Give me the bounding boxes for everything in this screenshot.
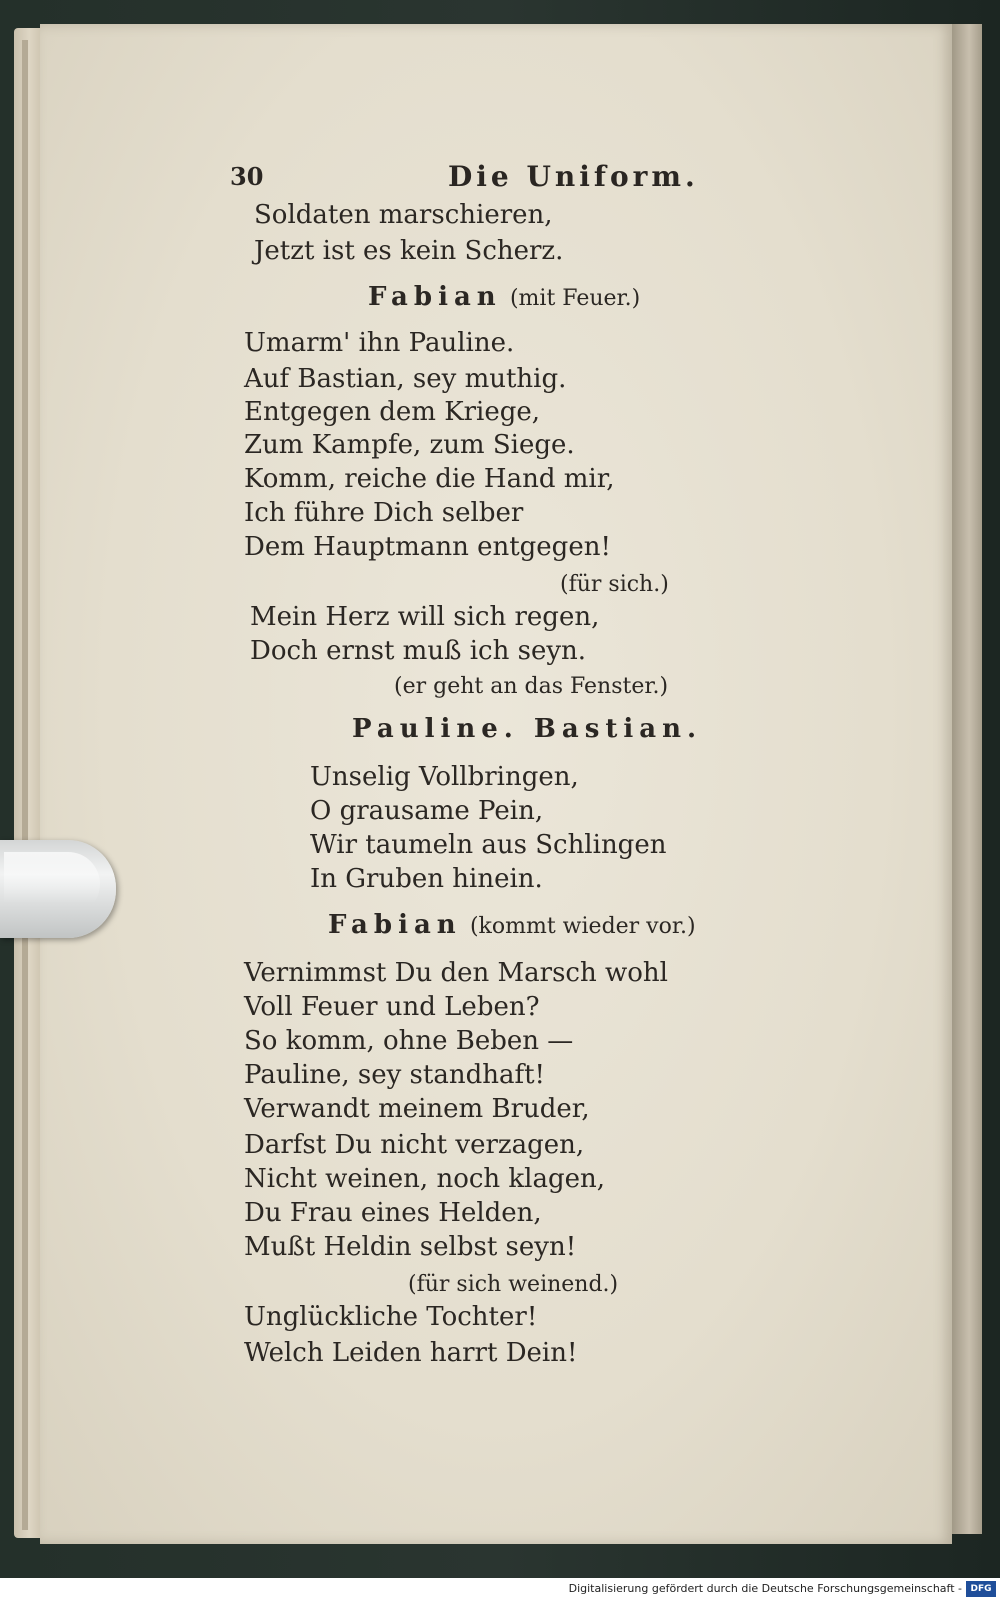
verse-line: In Gruben hinein. — [310, 864, 543, 894]
dfg-logo: DFG — [966, 1581, 996, 1597]
scanner-clip-tab — [0, 840, 116, 938]
verse-line: Unselig Vollbringen, — [310, 762, 579, 792]
speaker-name: Fabian — [368, 282, 502, 312]
verse-line: Doch ernst muß ich seyn. — [250, 636, 587, 666]
verse-line: Vernimmst Du den Marsch wohl — [244, 958, 668, 988]
verse-line: Auf Bastian, sey muthig. — [244, 364, 567, 394]
verse-line: So komm, ohne Beben — — [244, 1026, 574, 1056]
running-title: Die Uniform. — [448, 160, 699, 193]
verse-line: Mein Herz will sich regen, — [250, 602, 600, 632]
verse-line: Unglückliche Tochter! — [244, 1302, 538, 1332]
speaker-heading — [352, 714, 702, 744]
right-page-edge — [950, 24, 982, 1534]
stage-direction: (er geht an das Fenster.) — [394, 674, 669, 699]
verse-line: Zum Kampfe, zum Siege. — [244, 430, 575, 460]
verse-line: Verwandt meinem Bruder, — [244, 1094, 590, 1124]
page-number: 30 — [230, 162, 264, 191]
speaker-name: Pauline. Bastian. — [352, 714, 703, 744]
speaker-heading — [368, 282, 640, 314]
verse-line: Komm, reiche die Hand mir, — [244, 464, 615, 494]
verse-line: Dem Hauptmann entgegen! — [244, 532, 611, 562]
footer-bar — [0, 1578, 1000, 1602]
verse-line: O grausame Pein, — [310, 796, 544, 826]
scanner-clip-highlight — [4, 852, 100, 916]
verse-line: Umarm' ihn Pauline. — [244, 328, 515, 358]
verse-line: Entgegen dem Kriege, — [244, 397, 541, 427]
verse-line: Darfst Du nicht verzagen, — [244, 1130, 585, 1160]
stage-direction: (kommt wieder vor.) — [469, 914, 696, 939]
verse-line: Ich führe Dich selber — [244, 498, 524, 528]
stage-direction: (mit Feuer.) — [509, 286, 641, 311]
page-stack-edge — [22, 40, 28, 1530]
verse-line: Voll Feuer und Leben? — [244, 992, 540, 1022]
footer-credit: Digitalisierung gefördert durch die Deutsche Forschungsgemeinschaft - — [568, 1582, 962, 1595]
stage-direction: (für sich.) — [560, 572, 669, 597]
verse-line: Wir taumeln aus Schlingen — [310, 830, 667, 860]
page-header — [230, 160, 830, 200]
stage-direction: (für sich weinend.) — [408, 1272, 619, 1297]
verse-line: Jetzt ist es kein Scherz. — [254, 236, 564, 266]
verse-line: Pauline, sey standhaft! — [244, 1060, 545, 1090]
verse-line: Soldaten marschieren, — [254, 200, 553, 230]
verse-line: Nicht weinen, noch klagen, — [244, 1164, 606, 1194]
verse-line: Mußt Heldin selbst seyn! — [244, 1232, 577, 1262]
speaker-name: Fabian — [328, 910, 462, 940]
verse-line: Welch Leiden harrt Dein! — [244, 1338, 578, 1368]
verse-line: Du Frau eines Helden, — [244, 1198, 542, 1228]
speaker-heading — [328, 910, 696, 942]
book-page — [40, 24, 952, 1544]
